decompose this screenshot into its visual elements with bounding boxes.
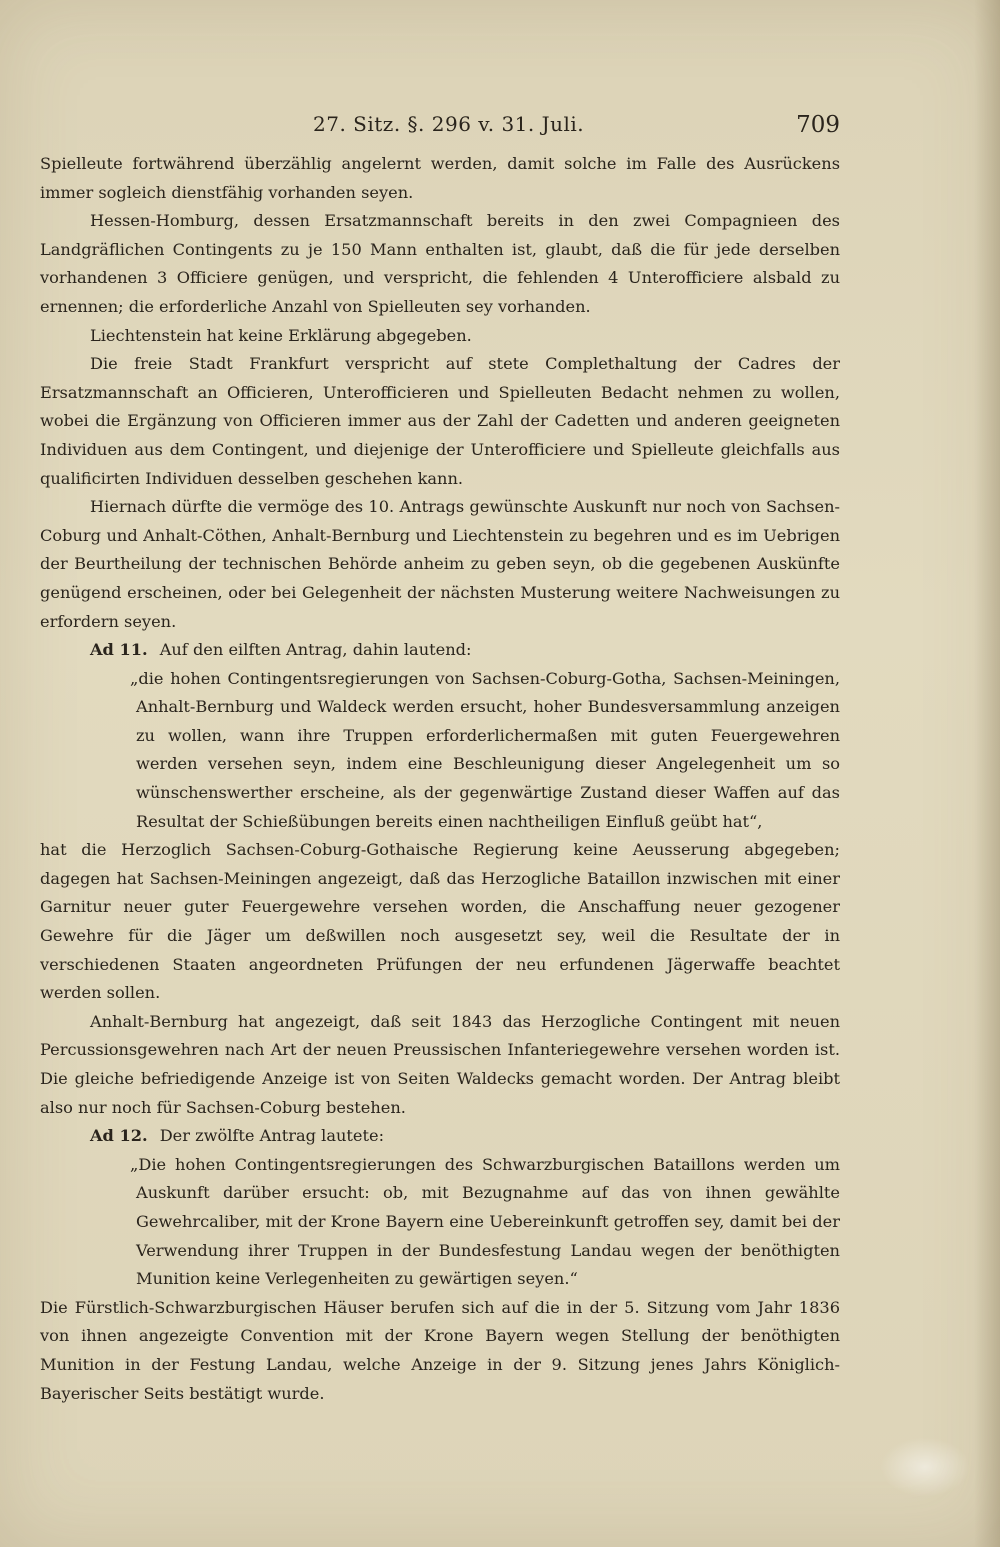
paragraph-anhalt-bernburg: Anhalt-Bernburg hat angezeigt, daß seit 1843 das Herzogliche Contingent mit neuen Percussionsgewehren nach Art der neuen Preussischen Infanteriegewehre versehen worden ist. Die gleiche befriedigende Anzeige ist von Seiten Waldecks gemacht worden. Der Antrag bleibt also nur noch für Sachsen-Coburg bestehen.: [40, 1011, 840, 1117]
paragraph-continuation: Spielleute fortwährend überzählig angelernt werden, damit solche im Falle des Ausrückens immer sogleich dienstfähig vorhanden seyen.: [40, 154, 840, 202]
paragraph-hiernach: Hiernach dürfte die vermöge des 10. Antrags gewünschte Auskunft nur noch von Sachsen-Coburg und Anhalt-Cöthen, Anhalt-Bernburg und Liechtenstein zu begehren und es im Uebrigen der Beurtheilung der technischen Behörde anheim zu geben seyn, ob die gegebenen Auskünfte genügend erscheinen, oder bei Gelegenheit der nächsten Musterung weitere Nachweisungen zu erfordern seyen.: [40, 497, 840, 631]
ad11-after: hat die Herzoglich Sachsen-Coburg-Gothaische Regierung keine Aeusserung abgegeben; dagegen hat Sachsen-Meiningen angezeigt, daß das Herzogliche Bataillon inzwischen mit einer Garnitur neuer guter Feuergewehre versehen worden, die Anschaffung neuer gezogener Gewehre für die Jäger um deßwillen noch ausgesetzt sey, weil die Resultate der in verschiedenen Staaten angeordneten Prüfungen der neu erfundenen Jägerwaffe beachtet werden sollen.: [40, 840, 840, 1003]
page-number: 709: [796, 112, 840, 138]
ad12-heading: [90, 1122, 840, 1151]
page-header: [40, 112, 840, 144]
ad12-label: Ad 12.: [90, 1126, 148, 1146]
ad11-intro: Auf den eilften Antrag, dahin lautend:: [159, 640, 472, 660]
paragraph-frankfurt: Die freie Stadt Frankfurt verspricht auf stete Complethaltung der Cadres der Ersatzmannschaft an Officieren, Unterofficieren und Spielleuten Bedacht nehmen zu wollen, wobei die Ergänzung von Officieren immer aus der Zahl der Cadetten und anderen geeigneten Individuen aus dem Contingent, und diejenige der Unterofficiere und Spielleute gleichfalls aus qualificirten Individuen desselben geschehen kann.: [40, 354, 840, 488]
ad11-quote: „die hohen Contingentsregierungen von Sachsen-Coburg-Gotha, Sachsen-Meiningen, Anhalt-Bernburg und Waldeck werden ersucht, hoher Bundesversammlung anzeigen zu wollen, wann ihre Truppen erforderlichermaßen mit guten Feuergewehren werden versehen seyn, indem eine Beschleunigung dieser Angelegenheit um so wünschenswerther erscheine, als der gegenwärtige Zustand dieser Waffen auf das Resultat der Schießübungen bereits einen nachtheiligen Einfluß geübt hat“,: [130, 668, 840, 831]
ad11-heading: [90, 636, 840, 665]
paragraph-hessen-homburg: Hessen-Homburg, dessen Ersatzmannschaft bereits in den zwei Compagnieen des Landgräflichen Contingents zu je 150 Mann enthalten ist, glaubt, daß die für jede derselben vorhandenen 3 Officiere genügen, und verspricht, die fehlenden 4 Unterofficiere alsbald zu ernennen; die erforderliche Anzahl von Spielleuten sey vorhanden.: [40, 211, 840, 316]
ad12-intro: Der zwölfte Antrag lautete:: [159, 1126, 385, 1146]
ad12-after: Die Fürstlich-Schwarzburgischen Häuser berufen sich auf die in der 5. Sitzung vom Jahr 1836 von ihnen angezeigte Convention mit der Krone Bayern wegen Stellung der benöthigten Munition in der Festung Landau, welche Anzeige in der 9. Sitzung jenes Jahrs Königlich-Bayerischer Seits bestätigt wurde.: [40, 1297, 840, 1403]
ad11-label: Ad 11.: [90, 640, 148, 660]
paragraph-liechtenstein: Liechtenstein hat keine Erklärung abgegeben.: [90, 325, 472, 345]
paper-smudge: [880, 1437, 970, 1497]
running-head: 27. Sitz. §. 296 v. 31. Juli.: [313, 112, 585, 136]
ad12-quote: „Die hohen Contingentsregierungen des Schwarzburgischen Bataillons werden um Auskunft darüber ersucht: ob, mit Bezugnahme auf das von ihnen gewählte Gewehrcaliber, mit der Krone Bayern eine Uebereinkunft getroffen sey, damit bei der Verwendung ihrer Truppen in der Bundesfestung Landau wegen der benöthigten Munition keine Verlegenheiten zu gewärtigen seyen.“: [130, 1154, 840, 1289]
page-fold-shadow: [974, 0, 1000, 1547]
body-text: [40, 150, 840, 1408]
